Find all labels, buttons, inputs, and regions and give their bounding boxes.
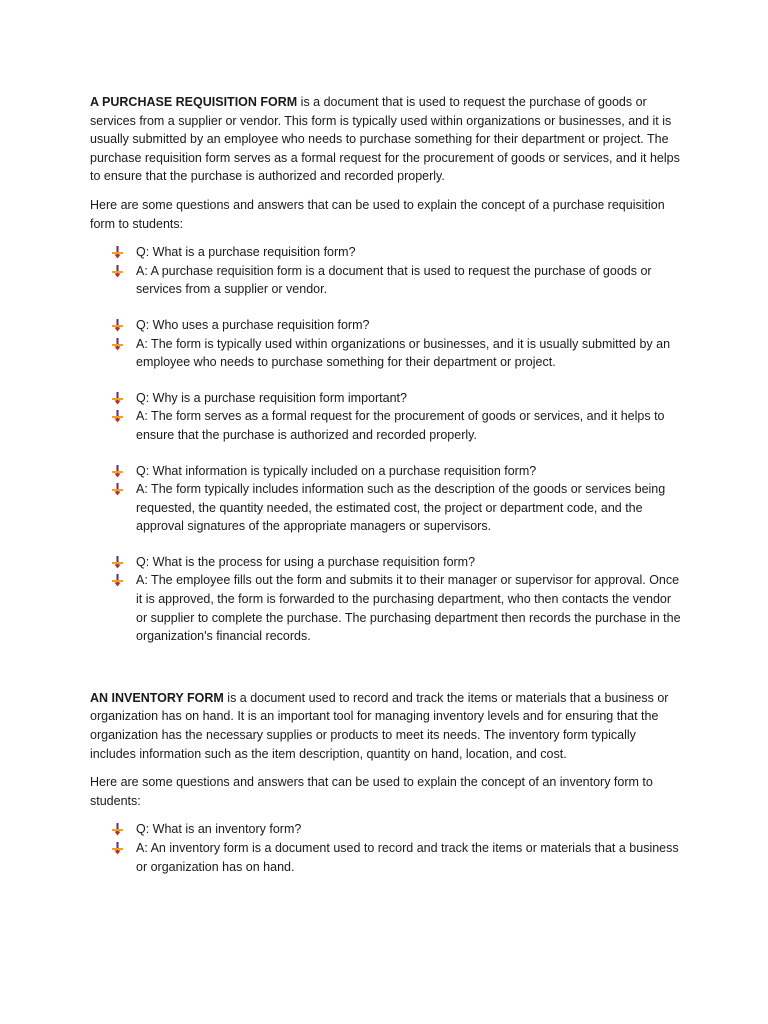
arrow-down-plus-icon	[112, 842, 124, 855]
arrow-down-plus-icon	[112, 265, 124, 278]
arrow-down-plus-icon	[112, 823, 124, 836]
question-item: Q: What is the process for using a purchase requisition form?	[90, 553, 682, 572]
arrow-down-plus-icon	[112, 338, 124, 351]
section-lead: Here are some questions and answers that can be used to explain the concept of a purchase requisition form to students:	[90, 197, 665, 231]
qa-group	[90, 316, 682, 372]
section-lead: Here are some questions and answers that can be used to explain the concept of an inventory form to students:	[90, 775, 653, 808]
arrow-down-plus-icon	[112, 410, 124, 423]
arrow-down-plus-icon	[112, 465, 124, 478]
answer-item: A: An inventory form is a document used to record and track the items or materials that a business or organization has on hand.	[90, 839, 682, 876]
question-item: Q: Who uses a purchase requisition form?	[90, 316, 682, 335]
arrow-down-plus-icon	[112, 574, 124, 587]
answer-item: A: The form serves as a formal request for the procurement of goods or services, and it helps to ensure that the purchase is authorized and recorded properly.	[90, 407, 682, 444]
answer-item: A: The employee fills out the form and submits it to their manager or supervisor for approval. Once it is approved, the form is forwarded to the purchasing department, who then contacts the vendor or supplier to complete the purchase. The purchasing department then records the purchase in the organization's financial records.	[90, 571, 682, 645]
qa-group	[90, 389, 682, 445]
question-item: Q: Why is a purchase requisition form important?	[90, 389, 682, 408]
qa-group	[90, 243, 682, 299]
section-intro: AN INVENTORY FORM is a document used to record and track the items or materials that a business or organization has on hand. It is an important tool for managing inventory levels and for ensuring that the organization has the necessary supplies or products to meet its needs. The inventory form typically includes information such as the item description, quantity on hand, location, and cost.	[90, 690, 669, 761]
answer-item: A: The form typically includes information such as the description of the goods or services being requested, the quantity needed, the estimated cost, the project or department code, and the approval signatures of the appropriate managers or supervisors.	[90, 480, 682, 536]
section-title: AN INVENTORY FORM	[90, 690, 224, 705]
answer-item: A: The form is typically used within organizations or businesses, and it is usually submitted by an employee who needs to purchase something for their department or project.	[90, 335, 682, 372]
document-page	[90, 93, 682, 893]
section-intro: A PURCHASE REQUISITION FORM is a document that is used to request the purchase of goods or services from a supplier or vendor. This form is typically used within organizations or businesses, and it is usually submitted by an employee who needs to purchase something for their department or project. The purchase requisition form serves as a formal request for the procurement of goods or services, and it helps to ensure that the purchase is authorized and recorded properly.	[90, 95, 680, 184]
answer-item: A: A purchase requisition form is a document that is used to request the purchase of goods or services from a supplier or vendor.	[90, 262, 682, 299]
question-item: Q: What information is typically included on a purchase requisition form?	[90, 462, 682, 481]
arrow-down-plus-icon	[112, 483, 124, 496]
arrow-down-plus-icon	[112, 392, 124, 405]
qa-group	[90, 462, 682, 536]
qa-group	[90, 553, 682, 646]
arrow-down-plus-icon	[112, 319, 124, 332]
arrow-down-plus-icon	[112, 246, 124, 259]
section-spacer	[90, 663, 682, 689]
question-item: Q: What is a purchase requisition form?	[90, 243, 682, 262]
arrow-down-plus-icon	[112, 556, 124, 569]
question-item: Q: What is an inventory form?	[90, 820, 682, 839]
qa-group	[90, 820, 682, 876]
section-title: A PURCHASE REQUISITION FORM	[90, 95, 298, 109]
